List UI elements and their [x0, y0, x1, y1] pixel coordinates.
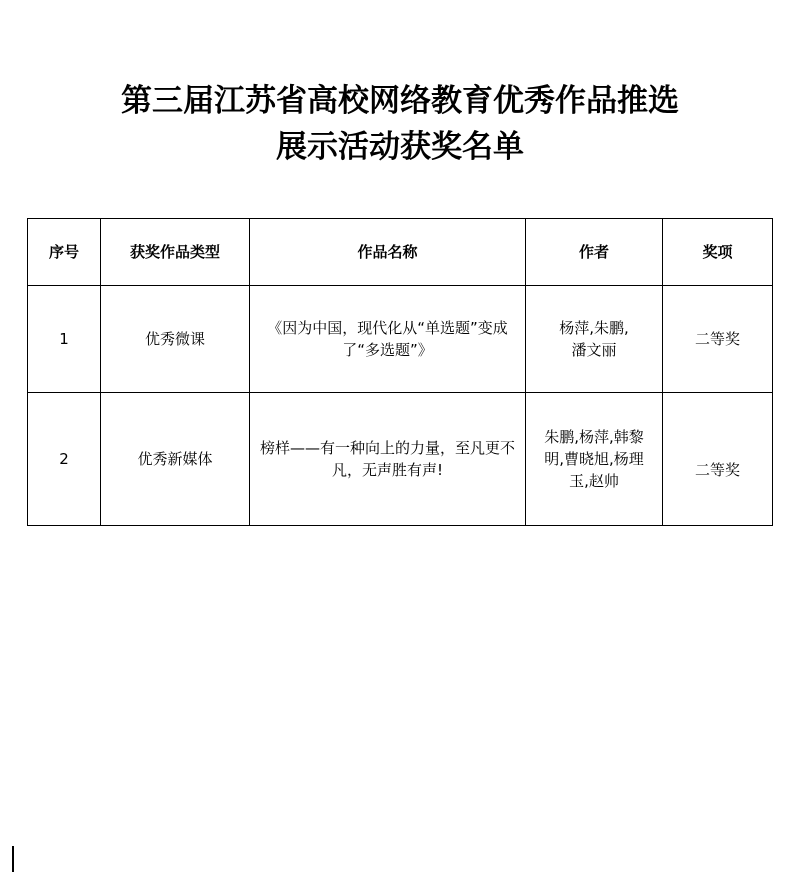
- document-title: [0, 78, 800, 170]
- cell-award: 二等奖: [663, 393, 773, 526]
- text-cursor: [12, 846, 14, 872]
- table-row: [28, 393, 773, 526]
- cell-index: 1: [28, 286, 101, 393]
- cell-work-name: 《因为中国，现代化从“单选题”变成了“多选题”》: [250, 286, 526, 393]
- header-work-name: 作品名称: [250, 219, 526, 286]
- header-authors: 作者: [526, 219, 663, 286]
- document-title-line-1: 第三届江苏省高校网络教育优秀作品推选: [121, 83, 679, 119]
- cell-work-type: 优秀微课: [101, 286, 250, 393]
- cell-index: 2: [28, 393, 101, 526]
- table-row: [28, 286, 773, 393]
- header-award: 奖项: [663, 219, 773, 286]
- cell-work-type: 优秀新媒体: [101, 393, 250, 526]
- cell-authors: 朱鹏,杨萍,韩黎明,曹晓旭,杨理玉,赵帅: [526, 393, 663, 526]
- award-list-table: [27, 218, 773, 526]
- header-work-type: 获奖作品类型: [101, 219, 250, 286]
- document-title-line-2: 展示活动获奖名单: [276, 129, 524, 165]
- header-index: 序号: [28, 219, 101, 286]
- cell-work-name: 榜样——有一种向上的力量，至凡更不凡，无声胜有声!: [250, 393, 526, 526]
- table-header-row: [28, 219, 773, 286]
- cell-award: 二等奖: [663, 286, 773, 393]
- cell-authors: 杨萍,朱鹏,潘文丽: [526, 286, 663, 393]
